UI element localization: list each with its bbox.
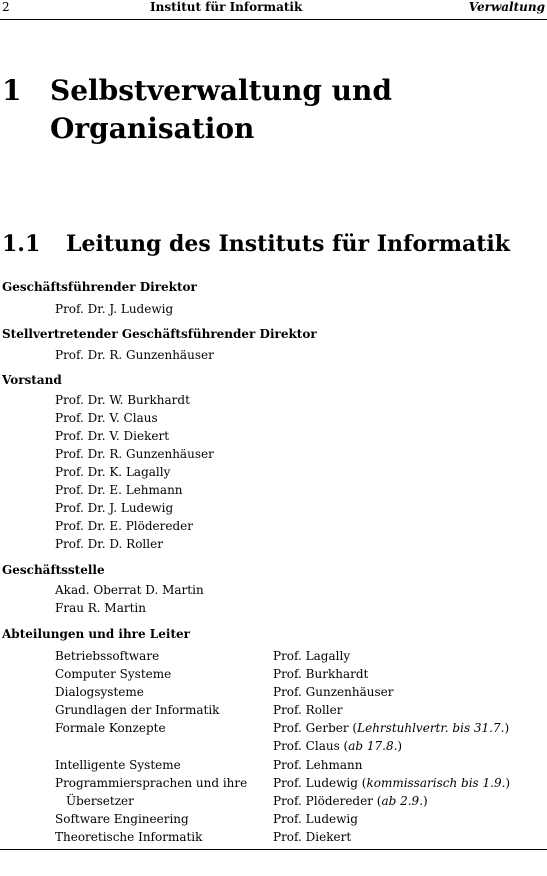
board-member: Prof. Dr. V. Claus — [55, 411, 158, 425]
board-member: Prof. Dr. V. Diekert — [55, 429, 170, 443]
page-number: 2 — [2, 0, 10, 14]
deputy-name: Prof. Dr. R. Gunzenhäuser — [55, 348, 214, 362]
section-number: 1.1 — [2, 231, 41, 257]
department-name: Betriebssoftware — [55, 649, 160, 663]
running-header — [0, 0, 547, 14]
department-lead: Prof. Plödereder (ab 2.9.) — [273, 794, 428, 808]
department-lead: Prof. Lagally — [273, 649, 351, 663]
department-lead: Prof. Gerber (Lehrstuhlvertr. bis 31.7.) — [273, 721, 510, 735]
department-name: Software Engineering — [55, 812, 189, 826]
department-note: kommissarisch bis 1.9. — [366, 776, 506, 790]
department-lead: Prof. Roller — [273, 703, 343, 717]
header-section: Verwaltung — [468, 0, 545, 14]
department-note: ab 2.9. — [381, 794, 424, 808]
department-lead: Prof. Lehmann — [273, 758, 363, 772]
office-label: Geschäftsstelle — [2, 563, 105, 577]
section-title: Leitung des Instituts für Informatik — [66, 231, 511, 257]
board-member: Prof. Dr. E. Plödereder — [55, 519, 194, 533]
department-lead: Prof. Gunzenhäuser — [273, 685, 394, 699]
header-rule — [0, 19, 547, 20]
board-member: Prof. Dr. J. Ludewig — [55, 501, 174, 515]
board-member: Prof. Dr. K. Lagally — [55, 465, 171, 479]
board-member: Prof. Dr. W. Burkhardt — [55, 393, 190, 407]
department-name: Computer Systeme — [55, 667, 172, 681]
department-name: Intelligente Systeme — [55, 758, 181, 772]
department-name: Formale Konzepte — [55, 721, 166, 735]
office-member: Frau R. Martin — [55, 601, 146, 615]
department-lead: Prof. Ludewig (kommissarisch bis 1.9.) — [273, 776, 511, 790]
departments-label: Abteilungen und ihre Leiter — [2, 627, 190, 641]
deputy-label: Stellvertretender Geschäftsführender Direktor — [2, 327, 317, 341]
department-lead: Prof. Diekert — [273, 830, 352, 844]
department-lead: Prof. Ludewig — [273, 812, 358, 826]
department-name: Grundlagen der Informatik — [55, 703, 220, 717]
director-label: Geschäftsführender Direktor — [2, 280, 197, 294]
department-lead: Prof. Burkhardt — [273, 667, 369, 681]
department-note: ab 17.8. — [348, 739, 398, 753]
board-label: Vorstand — [2, 373, 62, 387]
department-note: Lehrstuhlvertr. bis 31.7. — [357, 721, 505, 735]
board-member: Prof. Dr. E. Lehmann — [55, 483, 183, 497]
board-member: Prof. Dr. R. Gunzenhäuser — [55, 447, 214, 461]
header-institute: Institut für Informatik — [150, 0, 303, 14]
chapter-title: Selbstverwaltung und Organisation — [50, 74, 392, 145]
department-name: Programmiersprachen und ihre — [55, 776, 248, 790]
board-member: Prof. Dr. D. Roller — [55, 537, 163, 551]
office-member: Akad. Oberrat D. Martin — [55, 583, 204, 597]
department-name: Übersetzer — [66, 794, 134, 808]
department-name: Theoretische Informatik — [55, 830, 203, 844]
footer-rule — [0, 849, 547, 850]
department-lead: Prof. Claus (ab 17.8.) — [273, 739, 403, 753]
director-name: Prof. Dr. J. Ludewig — [55, 302, 174, 316]
department-name: Dialogsysteme — [55, 685, 144, 699]
chapter-number: 1 — [2, 74, 22, 107]
